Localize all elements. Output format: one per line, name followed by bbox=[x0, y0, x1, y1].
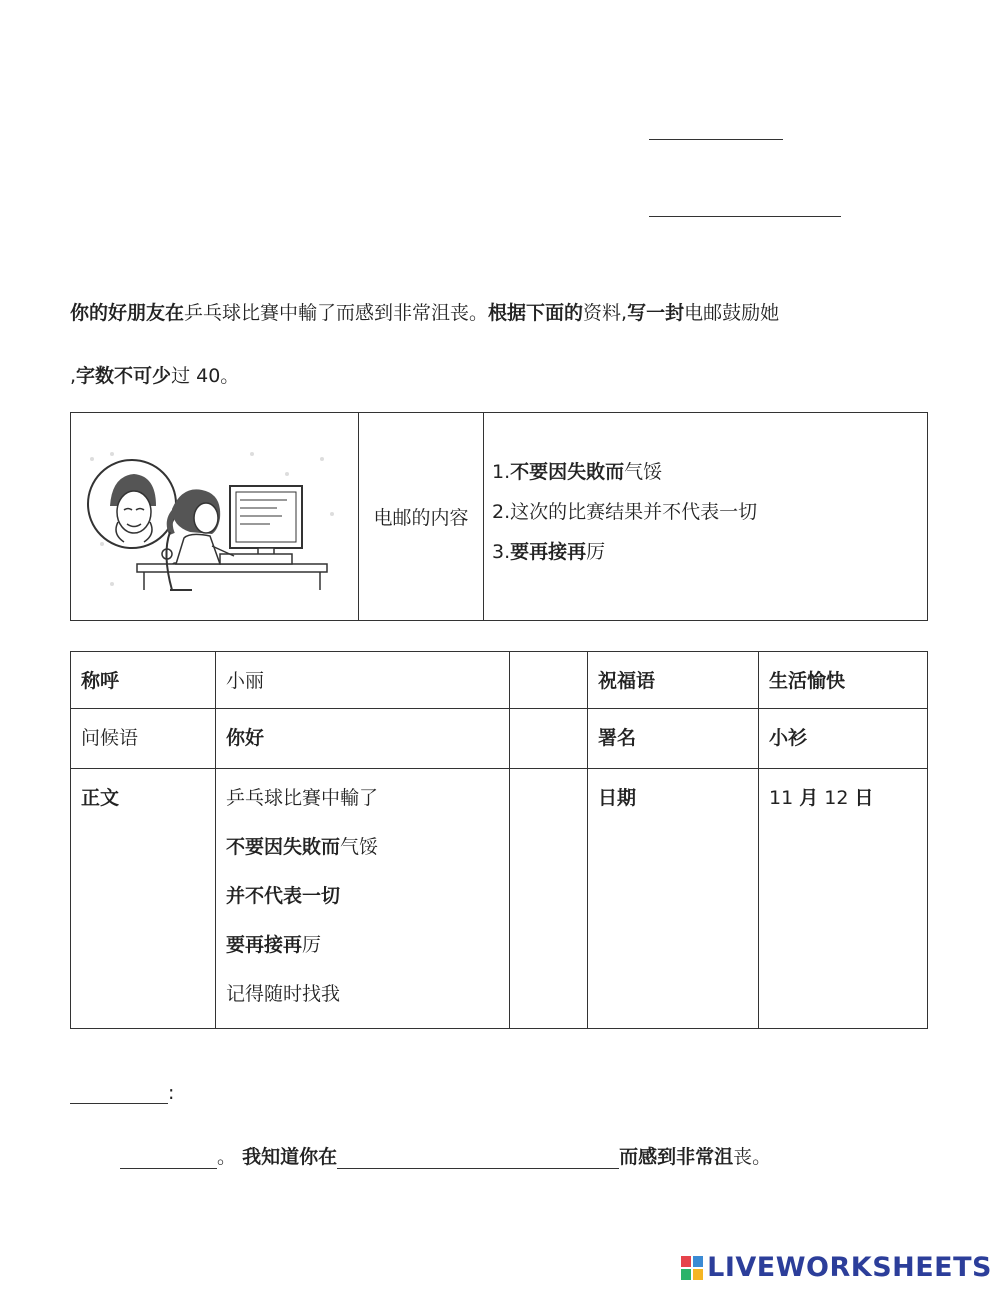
logo-block bbox=[681, 1269, 691, 1280]
instruction-line-2 bbox=[70, 361, 239, 388]
body-lines bbox=[226, 783, 499, 1028]
logo-block bbox=[681, 1256, 691, 1267]
body-line bbox=[226, 979, 499, 1028]
point-segment: 厉 bbox=[586, 540, 606, 563]
letter-greeting-line bbox=[70, 1082, 174, 1104]
point-segment: 气馁 bbox=[624, 460, 663, 483]
date-segment: 月 bbox=[799, 787, 819, 809]
body-segment: 气馁 bbox=[340, 836, 379, 858]
blessing-value[interactable]: 生活愉快 bbox=[759, 652, 928, 709]
instruction-segment: 资料, bbox=[583, 302, 628, 324]
content-points-cell bbox=[484, 413, 928, 621]
body-line bbox=[226, 881, 499, 930]
girl-at-computer-illustration bbox=[72, 414, 357, 614]
date-segment: 日 bbox=[854, 787, 874, 809]
date-value[interactable] bbox=[759, 769, 928, 1029]
greeting-fill-blank[interactable] bbox=[70, 1085, 168, 1104]
letter-body-line bbox=[120, 1142, 771, 1169]
content-label: 电邮的内容 bbox=[373, 507, 469, 529]
body-segment: 厉 bbox=[302, 934, 322, 956]
instruction-segment: 你的好朋友在 bbox=[70, 302, 185, 324]
instruction-segment: , bbox=[70, 365, 77, 387]
instruction-segment: 电邮鼓励她 bbox=[684, 302, 780, 324]
date-label: 日期 bbox=[588, 769, 759, 1029]
greeting-label: 称呼 bbox=[71, 652, 216, 709]
body-segment: 不要因失敗而 bbox=[226, 836, 341, 858]
date-segment: 12 bbox=[818, 787, 855, 809]
logo-text: LIVEWORKSHEETS bbox=[707, 1252, 992, 1283]
body-segment: 并不代表一切 bbox=[226, 885, 341, 907]
point-segment: 这次的比赛结果并不代表一切 bbox=[510, 500, 758, 523]
salutation-fill-blank[interactable] bbox=[120, 1150, 217, 1169]
logo-blocks-icon bbox=[681, 1256, 703, 1280]
content-points bbox=[492, 457, 926, 577]
signature-label: 署名 bbox=[588, 709, 759, 769]
body-lines-cell[interactable] bbox=[216, 769, 510, 1029]
salutation-value[interactable]: 你好 bbox=[216, 709, 510, 769]
event-fill-blank[interactable] bbox=[337, 1150, 619, 1169]
instruction-segment: 字数不可少 bbox=[76, 365, 172, 387]
instruction-segment: 写一封 bbox=[627, 302, 685, 324]
letter-line-end: 丧。 bbox=[733, 1146, 772, 1168]
greeting-value[interactable]: 小丽 bbox=[216, 652, 510, 709]
body-line bbox=[226, 930, 499, 979]
body-segment: 要再接再 bbox=[226, 934, 303, 956]
content-point bbox=[492, 457, 926, 497]
instruction-line-1 bbox=[70, 298, 779, 325]
blessing-label: 祝福语 bbox=[588, 652, 759, 709]
letter-line-tail: 而感到非常沮 bbox=[619, 1146, 734, 1168]
empty-cell bbox=[510, 709, 588, 769]
body-line bbox=[226, 783, 499, 832]
date-segment: 11 bbox=[769, 787, 800, 809]
salutation-label: 问候语 bbox=[71, 709, 216, 769]
signature-value[interactable]: 小衫 bbox=[759, 709, 928, 769]
point-number: 2. bbox=[492, 500, 511, 523]
date-blank[interactable] bbox=[649, 216, 841, 217]
point-number: 1. bbox=[492, 460, 511, 483]
body-line bbox=[226, 832, 499, 881]
point-segment: 不要因失敗而 bbox=[510, 460, 625, 483]
instruction-segment: 根据下面的 bbox=[488, 302, 584, 324]
date-text bbox=[769, 787, 874, 809]
name-blank[interactable] bbox=[649, 139, 783, 140]
letter-line-text: 我知道你在 bbox=[242, 1146, 338, 1168]
point-number: 3. bbox=[492, 540, 511, 563]
content-label-cell bbox=[359, 413, 484, 621]
instruction-segment: 乒乓球比賽中輸了而感到非常沮丧。 bbox=[184, 302, 489, 324]
logo-block bbox=[693, 1269, 703, 1280]
logo-block bbox=[693, 1256, 703, 1267]
content-point bbox=[492, 537, 926, 577]
body-segment: 乒乓球比賽中輸了 bbox=[226, 787, 379, 809]
body-label: 正文 bbox=[71, 769, 216, 1029]
illustration-cell bbox=[71, 413, 359, 621]
empty-cell bbox=[510, 652, 588, 709]
greeting-colon: : bbox=[168, 1082, 175, 1104]
body-segment: 记得随时找我 bbox=[226, 983, 341, 1005]
info-table bbox=[70, 412, 928, 621]
point-segment: 要再接再 bbox=[510, 540, 587, 563]
liveworksheets-logo bbox=[681, 1252, 992, 1283]
letter-table bbox=[70, 651, 928, 1029]
instruction-segment: 过 40。 bbox=[171, 365, 240, 387]
empty-cell bbox=[510, 769, 588, 1029]
content-point bbox=[492, 497, 926, 537]
salutation-end: 。 bbox=[217, 1146, 237, 1168]
